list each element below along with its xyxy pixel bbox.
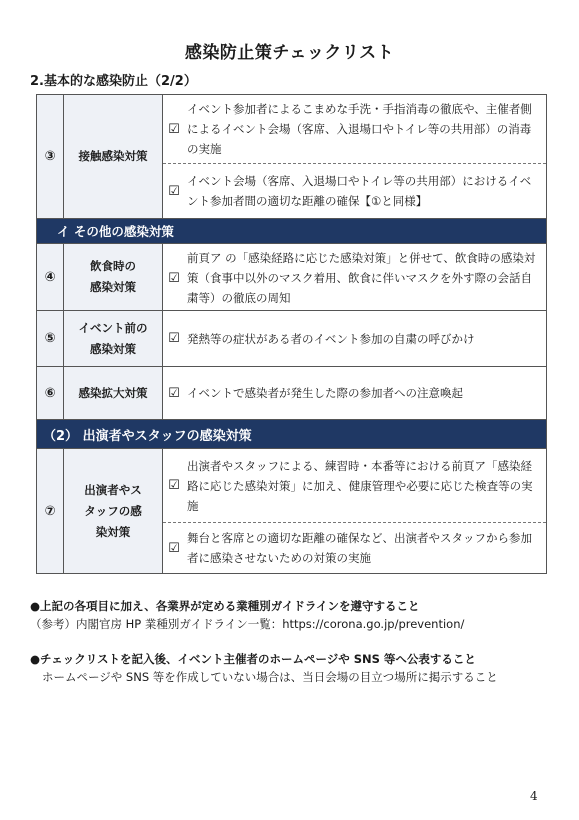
checklist-item	[163, 522, 546, 573]
notes	[30, 597, 542, 703]
checkbox-checked-icon[interactable]: ☑	[168, 183, 180, 199]
checkbox-checked-icon[interactable]: ☑	[168, 270, 180, 286]
table-row	[37, 95, 546, 218]
checklist-item	[163, 449, 546, 522]
table-row	[37, 310, 546, 366]
row-items	[163, 244, 546, 310]
page-title: 感染防止策チェックリスト	[184, 43, 395, 63]
note-continuation: ホームページや SNS 等を作成していない場合は、当日会場の目立つ場所に掲示すること	[42, 670, 498, 684]
page-number: 4	[530, 789, 538, 803]
note-guideline	[30, 597, 542, 633]
table-row	[37, 448, 546, 573]
row-number: ⑦	[37, 449, 64, 573]
note-line: ●チェックリストを記入後、イベント主催者のホームページや SNS 等へ公表すること	[30, 652, 476, 666]
checklist-item	[163, 163, 546, 218]
checklist-item-text: 出演者やスタッフによる、練習時・本番等における前頁ア「感染経路に応じた感染対策」に加え、健康管理や必要に応じた検査等の実施	[187, 458, 533, 513]
checkbox-checked-icon[interactable]: ☑	[168, 121, 180, 137]
table-row	[37, 366, 546, 419]
row-category	[64, 244, 163, 310]
checklist-item-text: 発熱等の症状がある者のイベント参加の自粛の呼びかけ	[187, 331, 475, 346]
row-category-text: 飲食時の感染対策	[90, 259, 136, 294]
row-category: 接触感染対策	[64, 95, 163, 218]
row-number: ③	[37, 95, 64, 218]
row-category-text: イベント前の感染対策	[78, 320, 148, 356]
checkbox-checked-icon[interactable]: ☑	[168, 385, 180, 401]
table-row	[37, 243, 546, 310]
section-header-other: イ その他の感染対策	[37, 218, 546, 243]
row-number: ⑤	[37, 311, 64, 366]
checklist-item	[163, 244, 546, 312]
checklist-item-text: イベント会場（客席、入退場口やトイレ等の共用部）におけるイベント参加者間の適切な距離の確保【①と同様】	[187, 174, 532, 208]
row-items	[163, 311, 546, 366]
section-header-staff: （2） 出演者やスタッフの感染対策	[37, 419, 546, 448]
row-category: 感染拡大対策	[64, 367, 163, 419]
checkbox-checked-icon[interactable]: ☑	[168, 331, 180, 346]
row-category	[64, 311, 163, 366]
checklist-table	[36, 94, 547, 574]
row-category-text: 出演者やスタッフの感染対策	[84, 482, 142, 539]
checklist-item-text: 舞台と客席との適切な距離の確保など、出演者やスタッフから参加者に感染させないための対策の実施	[187, 531, 532, 565]
checklist-item	[163, 367, 546, 419]
checkbox-checked-icon[interactable]: ☑	[168, 540, 180, 556]
row-items	[163, 367, 546, 419]
row-category	[64, 449, 163, 573]
note-reference-line: （参考）内閣官房 HP 業種別ガイドライン一覧：https://corona.go.jp/prevention/	[30, 617, 465, 631]
checklist-item	[163, 95, 546, 163]
row-items	[163, 95, 546, 218]
row-number: ④	[37, 244, 64, 310]
checkbox-checked-icon[interactable]: ☑	[168, 478, 180, 493]
note-publish	[30, 650, 542, 686]
checklist-item	[163, 311, 546, 366]
checklist-item-text: 前頁ア の「感染経路に応じた感染対策」と併せて、飲食時の感染対策（食事中以外のマスク着用、飲食に伴いマスクを外す際の会話自粛等）の徹底の周知	[187, 251, 536, 305]
row-number: ⑥	[37, 367, 64, 419]
checklist-item-text: イベント参加者によるこまめな手洗・手指消毒の徹底や、主催者側によるイベント会場（客席、入退場口やトイレ等の共用部）の消毒の実施	[187, 102, 532, 156]
checklist-item-text: イベントで感染者が発生した際の参加者への注意喚起	[187, 386, 463, 400]
note-line: ●上記の各項目に加え、各業界が定める業種別ガイドラインを遵守すること	[30, 599, 420, 613]
row-items	[163, 449, 546, 573]
section-subtitle: 2.基本的な感染防止（2/2）	[30, 74, 197, 89]
